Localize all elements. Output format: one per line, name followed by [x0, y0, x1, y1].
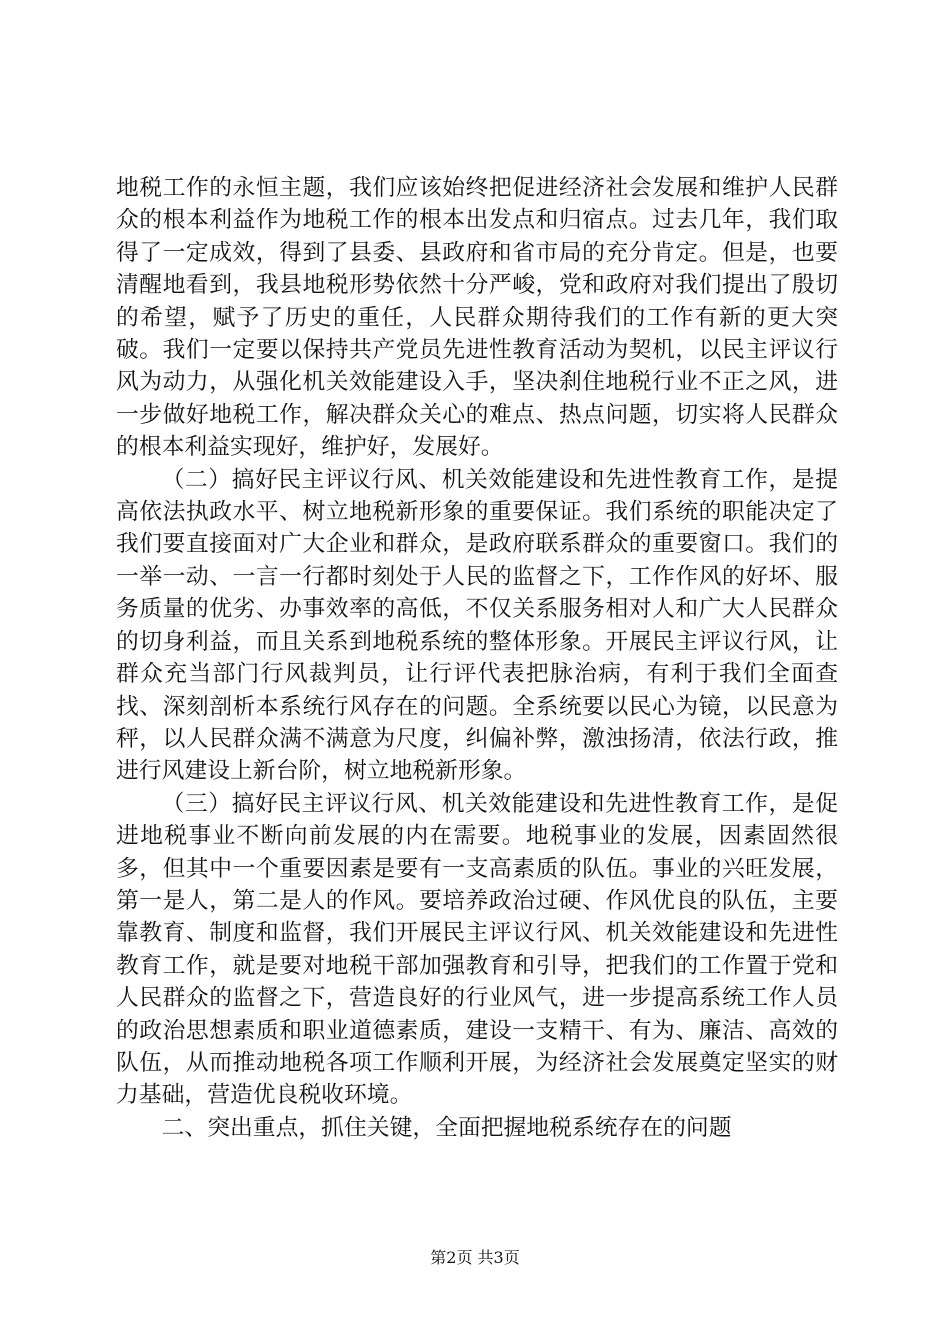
document-body: [116, 172, 838, 1144]
paragraph-section-two: （二）搞好民主评议行风、机关效能建设和先进性教育工作，是提高依法执政水平、树立地税新形象的重要保证。我们系统的职能决定了我们要直接面对广大企业和群众，是政府联系群众的重要窗口。我们的一举一动、一言一行都时刻处于人民的监督之下，工作作风的好坏、服务质量的优劣、办事效率的高低，不仅关系服务相对人和广大人民群众的切身利益，而且关系到地税系统的整体形象。开展民主评议行风，让群众充当部门行风裁判员，让行评代表把脉治病，有利于我们全面查找、深刻剖析本系统行风存在的问题。全系统要以民心为镜，以民意为秤，以人民群众满不满意为尺度，纠偏补弊，激浊扬清，依法行政，推进行风建设上新台阶，树立地税新形象。: [116, 466, 838, 785]
paragraph-continuation: 地税工作的永恒主题，我们应该始终把促进经济社会发展和维护人民群众的根本利益作为地税工作的根本出发点和归宿点。过去几年，我们取得了一定成效，得到了县委、县政府和省市局的充分肯定。但是，也要清醒地看到，我县地税形势依然十分严峻，党和政府对我们提出了殷切的希望，赋予了历史的重任，人民群众期待我们的工作有新的更大突破。我们一定要以保持共产党员先进性教育活动为契机，以民主评议行风为动力，从强化机关效能建设入手，坚决刹住地税行业不正之风，进一步做好地税工作，解决群众关心的难点、热点问题，切实将人民群众的根本利益实现好，维护好，发展好。: [116, 175, 838, 461]
section-heading-two: 二、突出重点，抓住关键，全面把握地税系统存在的问题: [161, 1114, 732, 1141]
paragraph-section-three: （三）搞好民主评议行风、机关效能建设和先进性教育工作，是促进地税事业不断向前发展的内在需要。地税事业的发展，因素固然很多，但其中一个重要因素是要有一支高素质的队伍。事业的兴旺发展，第一是人，第二是人的作风。要培养政治过硬、作风优良的队伍，主要靠教育、制度和监督，我们开展民主评议行风、机关效能建设和先进性教育工作，就是要对地税干部加强教育和引导，把我们的工作置于党和人民群众的监督之下，营造良好的行业风气，进一步提高系统工作人员的政治思想素质和职业道德素质，建设一支精干、有为、廉洁、高效的队伍，从而推动地税各项工作顺利开展，为经济社会发展奠定坚实的财力基础，营造优良税收环境。: [116, 790, 838, 1109]
page-number-footer: 第2页 共3页: [430, 1248, 520, 1267]
